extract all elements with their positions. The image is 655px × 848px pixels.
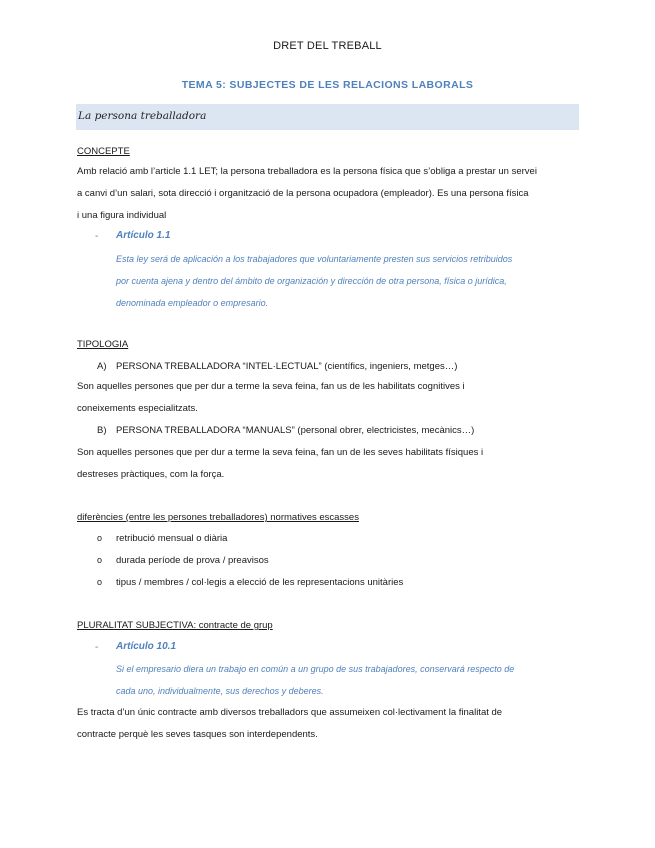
tipologia-a-paragraph <box>77 376 579 420</box>
circle-bullet-icon: o <box>97 533 103 543</box>
pluralitat-paragraph <box>77 702 579 746</box>
concepte-line: a canvi d’un salari, sota direcció i organització de la persona ocupadora (empleador). Es una persona física <box>77 188 529 199</box>
enum-text: PERSONA TREBALLADORA “MANUALS” (personal obrer, electricistes, mecànics…) <box>116 425 475 436</box>
article-10-1-quote <box>116 658 579 702</box>
pluralitat-heading: PLURALITAT SUBJECTIVA: contracte de grup <box>77 620 273 631</box>
concepte-heading: CONCEPTE <box>77 146 130 157</box>
para-line: destreses pràctiques, com la força. <box>77 469 225 480</box>
concepte-line: i una figura individual <box>77 210 167 221</box>
para-line: Son aquelles persones que per dur a terme la seva feina, fan un de les seves habilitats físiques i <box>77 447 484 458</box>
tipologia-item-b <box>97 425 474 436</box>
quote-line: por cuenta ajena y dentro del ámbito de organización y dirección de otra persona, física o jurídica, <box>116 276 507 286</box>
tipologia-item-a <box>97 361 457 372</box>
article-1-1-quote <box>116 248 579 314</box>
quote-line: Esta ley será de aplicación a los trabajadores que voluntariamente presten sus servicios retribuidos <box>116 254 513 264</box>
article-10-1-title: Artículo 10.1 <box>116 641 177 652</box>
dash-bullet: - <box>95 231 99 242</box>
article-1-1-title: Artículo 1.1 <box>116 230 171 241</box>
topic-title: TEMA 5: SUBJECTES DE LES RELACIONS LABORALS <box>181 79 474 91</box>
quote-line: Si el empresario diera un trabajo en común a un grupo de sus trabajadores, conservará respecto de <box>116 664 515 674</box>
circle-bullet-icon: o <box>97 577 103 587</box>
section-title: La persona treballadora <box>78 110 207 122</box>
tipologia-b-paragraph <box>77 442 579 486</box>
dash-bullet: - <box>95 642 99 653</box>
circle-bullet-icon: o <box>97 555 103 565</box>
document-title: DRET DEL TREBALL <box>273 40 382 52</box>
para-line: contracte perquè les seves tasques son interdependents. <box>77 729 318 740</box>
tipologia-heading: TIPOLOGIA <box>77 339 129 350</box>
list-item: o retribució mensual o diària <box>97 533 228 544</box>
enum-label: A) <box>97 361 107 372</box>
quote-line: cada uno, individualmente, sus derechos y deberes. <box>116 686 324 696</box>
enum-label: B) <box>97 425 107 436</box>
section-band <box>76 104 579 130</box>
para-line: Es tracta d’un únic contracte amb diversos treballadors que assumeixen col·lectivament la finalitat de <box>77 707 503 718</box>
para-line: coneixements especialitzats. <box>77 403 198 414</box>
list-item: o durada període de prova / preavisos <box>97 555 269 566</box>
diferencies-heading: diferències (entre les persones treballadores) normatives escasses <box>77 512 359 523</box>
quote-line: denominada empleador o empresario. <box>116 298 269 308</box>
list-item: o tipus / membres / col·legis a elecció de les representacions unitàries <box>97 577 404 588</box>
para-line: Son aquelles persones que per dur a terme la seva feina, fan us de les habilitats cognitives i <box>77 381 465 392</box>
concepte-paragraph <box>77 161 579 227</box>
concepte-line: Amb relació amb l’article 1.1 LET; la persona treballadora es la persona física que s’obliga a prestar un servei <box>77 166 537 177</box>
enum-text: PERSONA TREBALLADORA “INTEL·LECTUAL” (científics, ingeniers, metges…) <box>116 361 458 372</box>
